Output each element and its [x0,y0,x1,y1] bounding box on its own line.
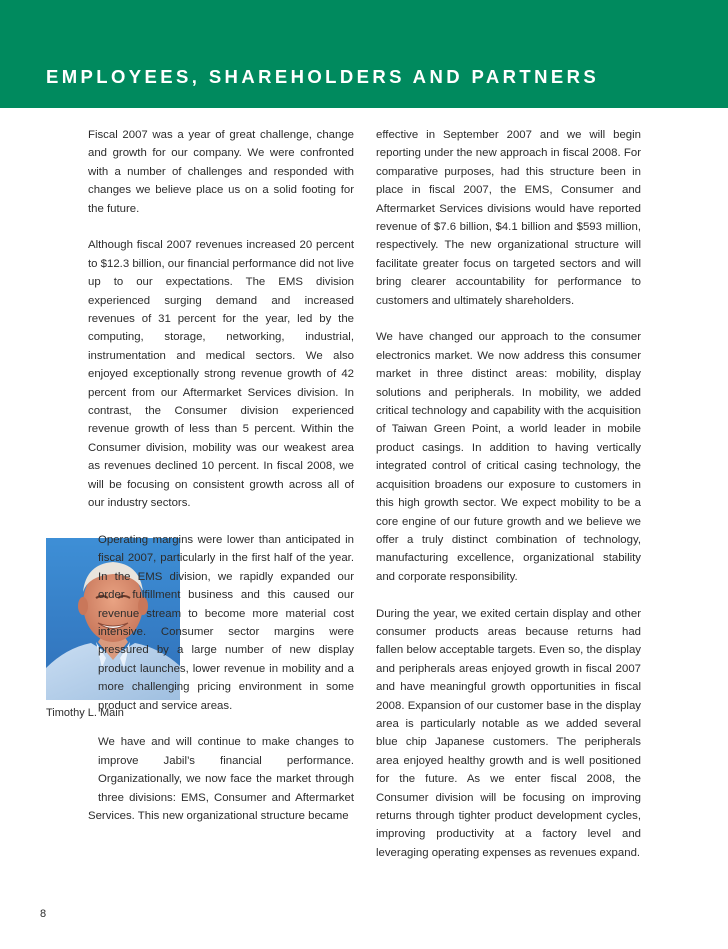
left-paragraph-3: Operating margins were lower than anticipated in fiscal 2007, particularly in the first half of the year. In the EMS division, we rapidly expanded our order fulfillment business and this caused our revenue stream to become more material cost intensive. Consumer sector margins were pressured by a large number of new display product launches, lower revenue in mobility and a more challenging pricing environment in some product and service areas. [98,533,354,712]
right-paragraph-2: We have changed our approach to the consumer electronics market. We now address this consumer market in three distinct areas: mobility, display solutions and peripherals. In mobility, we added critical technology and capability with the acquisition of Taiwan Green Point, a world leader in mobile product casings. In addition to having vertically integrated control of critical casing technology, the acquisition broadens our exposure to customers in this high growth sector. We expect mobility to be a core engine of our future growth and we believe we offer a truly distinct combination of technology, manufacturing excellence, organizational stability and corporate responsibility. [376,331,641,583]
right-column [376,126,641,862]
photo-caption: Timothy L. Main [46,707,124,719]
right-paragraph-3: During the year, we exited certain display and other consumer products areas because returns had fallen below acceptable targets. Even so, the display and peripherals areas enjoyed growth in fiscal 2007 and have meaningful growth opportunities in fiscal 2008. Expansion of our customer base in the display area is particularly notable as we added several blue chip Japanese customers. The peripherals area enjoyed healthy growth and is well positioned for the future. As we enter fiscal 2008, the Consumer division will be focusing on improving returns through tighter product development cycles, improving productivity at a factory level and leveraging operating expenses as revenues expand. [376,607,641,859]
header-band [0,0,728,108]
right-paragraph-1: effective in September 2007 and we will begin reporting under the new approach in fiscal 2008. For comparative purposes, had this structure been in place in fiscal 2007, the EMS, Consumer and Aftermarket Services divisions would have reported revenue of $7.6 billion, $4.1 billion and $593 million, respectively. The new organizational structure will facilitate greater focus on targeted sectors and will bring clearer accountability for performance to customers and ultimately shareholders. [376,129,641,307]
page-number: 8 [40,908,47,920]
left-paragraph-1: Fiscal 2007 was a year of great challenge, change and growth for our company. We were confronted with a number of challenges and responded with changes we believe place us on a solid footing for the future. [88,129,354,215]
left-column [88,126,354,825]
left-paragraph-2: Although fiscal 2007 revenues increased 20 percent to $12.3 billion, our financial performance did not live up to our expectations. The EMS division experienced surging demand and increased revenues of 31 percent for the year, led by the computing, storage, networking, industrial, instrumentation and medical sectors. We also enjoyed exceptionally strong revenue growth of 42 percent from our Aftermarket Services division. In contrast, the Consumer division experienced revenue growth of less than 5 percent. Within the Consumer division, mobility was our weakest area as revenues declined 10 percent. In fiscal 2008, we will be focusing on consistent growth across all of our industry sectors. [88,239,354,510]
section-heading: EMPLOYEES, SHAREHOLDERS AND PARTNERS [46,66,600,87]
left-paragraph-4: We have and will continue to make changes to improve Jabil’s financial performance. Organizationally, we now face the market through three divisions: EMS, Consumer and Aftermarket Services. This new organizational structure became [88,736,354,822]
